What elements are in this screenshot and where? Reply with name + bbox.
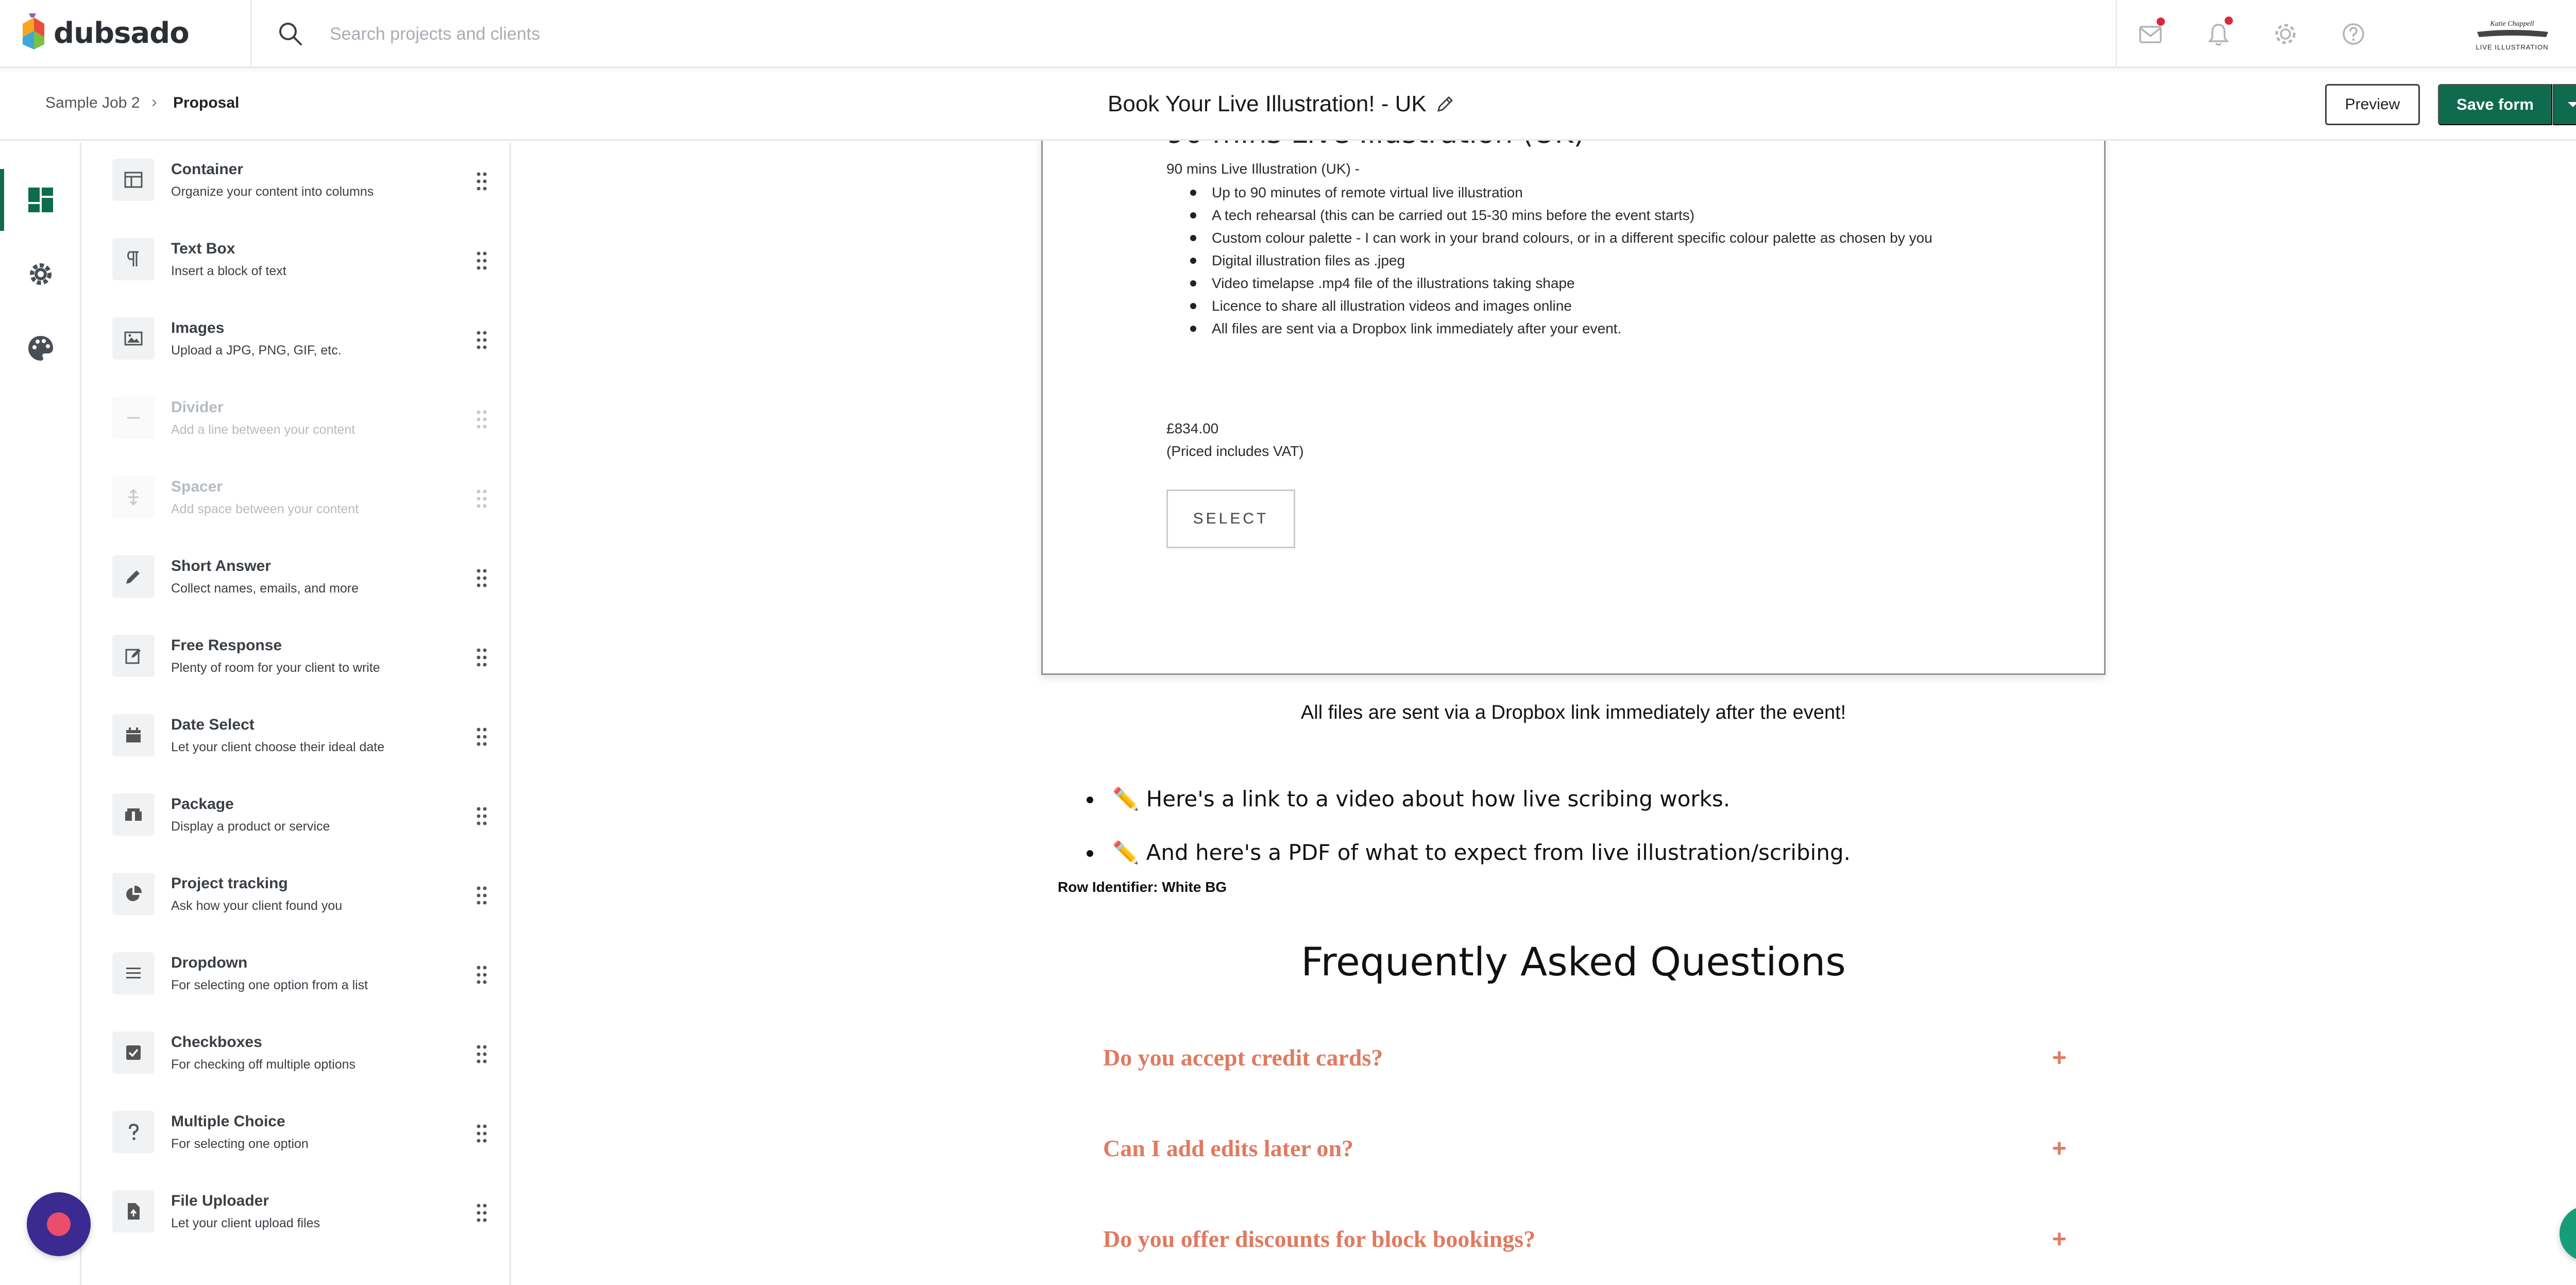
- checkbox-icon: [123, 1042, 144, 1063]
- package-block[interactable]: [1041, 122, 2106, 675]
- account-brand-logo[interactable]: [2466, 14, 2558, 55]
- preview-button[interactable]: Preview: [2325, 84, 2420, 125]
- palette-item-desc: Collect names, emails, and more: [171, 581, 359, 596]
- palette-item-desc: For checking off multiple options: [171, 1057, 356, 1072]
- palette-item-desc: For selecting one option from a list: [171, 978, 368, 992]
- palette-item-text-box[interactable]: [82, 222, 511, 301]
- drag-handle-icon[interactable]: [474, 724, 489, 749]
- package-select-button[interactable]: SELECT: [1166, 489, 1295, 548]
- faq-question: Do you offer discounts for block bookings?: [1103, 1226, 1536, 1252]
- drag-handle-icon: [474, 407, 489, 432]
- record-icon: [47, 1212, 71, 1236]
- package-feature: All files are sent via a Dropbox link immediately after your event.: [1166, 317, 1970, 340]
- palette-icon: [26, 334, 55, 363]
- element-palette: [82, 142, 511, 1285]
- palette-item-name: Container: [171, 161, 244, 178]
- image-icon: [123, 328, 144, 349]
- columns-icon: [123, 170, 144, 190]
- palette-item-name: File Uploader: [171, 1192, 269, 1209]
- settings-icon[interactable]: [2271, 20, 2300, 48]
- package-price: £834.00: [1166, 420, 1219, 436]
- faq-heading: Frequently Asked Questions: [1301, 939, 1846, 985]
- palette-item-date-select[interactable]: [82, 698, 511, 777]
- calendar-icon: [123, 725, 144, 746]
- palette-item-name: Dropdown: [171, 954, 248, 971]
- drag-handle-icon: [474, 486, 489, 511]
- help-icon[interactable]: [2339, 20, 2368, 48]
- palette-item-desc: For selecting one option: [171, 1137, 309, 1151]
- row-identifier: Row Identifier: White BG: [1058, 879, 1227, 895]
- package-feature: Up to 90 minutes of remote virtual live illustration: [1166, 181, 1970, 204]
- pencil-icon: [123, 566, 144, 587]
- palette-item-name: Images: [171, 319, 225, 336]
- nav-divider: [250, 0, 252, 68]
- drag-handle-icon[interactable]: [474, 328, 489, 352]
- mail-notification-dot: [2157, 18, 2165, 26]
- save-options-dropdown[interactable]: [2553, 84, 2576, 125]
- palette-item-name: Package: [171, 796, 234, 813]
- search-input[interactable]: [330, 19, 1463, 49]
- settings-icon: [26, 260, 55, 289]
- palette-item-desc: Let your client choose their ideal date: [171, 740, 385, 754]
- palette-item-name: Free Response: [171, 637, 282, 654]
- resource-links: [1087, 786, 1851, 893]
- form-canvas[interactable]: [513, 142, 2576, 1285]
- bell-notification-dot: [2225, 16, 2233, 25]
- palette-item-desc: Add a line between your content: [171, 422, 355, 437]
- drag-handle-icon[interactable]: [474, 248, 489, 273]
- spacer-icon: [123, 487, 144, 508]
- rail-active-indicator: [0, 169, 4, 231]
- drag-handle-icon[interactable]: [474, 1121, 489, 1146]
- edit-box-icon: [123, 646, 144, 666]
- pie-chart-icon: [123, 884, 144, 904]
- palette-item-images[interactable]: [82, 301, 511, 380]
- package-icon: [123, 804, 144, 825]
- expand-plus-icon[interactable]: +: [2052, 1135, 2066, 1162]
- package-feature: Video timelapse .mp4 file of the illustrations taking shape: [1166, 272, 1970, 295]
- record-button[interactable]: [27, 1192, 91, 1256]
- brand-name: dubsado: [54, 16, 189, 50]
- blocks-icon: [26, 185, 55, 214]
- palette-item-desc: Organize your content into columns: [171, 184, 374, 199]
- palette-item-desc: Add space between your content: [171, 502, 359, 516]
- caret-down-icon: [2567, 101, 2576, 108]
- palette-item-package[interactable]: [82, 777, 511, 856]
- expand-plus-icon[interactable]: +: [2052, 1044, 2066, 1072]
- faq-question: Can I add edits later on?: [1103, 1135, 1354, 1161]
- palette-item-name: Checkboxes: [171, 1034, 262, 1051]
- rail-blocks[interactable]: [0, 169, 81, 231]
- package-feature-list: [1166, 181, 1970, 340]
- package-feature: Digital illustration files as .jpeg: [1166, 249, 1970, 272]
- palette-item-checkboxes[interactable]: [82, 1015, 511, 1094]
- drag-handle-icon[interactable]: [474, 1201, 489, 1225]
- chat-icon: [2573, 1220, 2576, 1247]
- question-icon: [123, 1122, 144, 1142]
- palette-item-desc: Upload a JPG, PNG, GIF, etc.: [171, 343, 342, 358]
- palette-item-divider: [82, 380, 511, 460]
- palette-item-project-tracking[interactable]: [82, 856, 511, 936]
- drag-handle-icon[interactable]: [474, 962, 489, 987]
- drag-handle-icon[interactable]: [474, 169, 489, 194]
- rail-theme[interactable]: [0, 317, 81, 379]
- faq-item[interactable]: [1103, 1135, 2066, 1181]
- palette-item-name: Spacer: [171, 478, 223, 495]
- package-feature: A tech rehearsal (this can be carried out 15-30 mins before the event starts): [1166, 204, 1970, 227]
- dubsado-logo-mark: [19, 12, 46, 54]
- save-form-button[interactable]: Save form: [2438, 84, 2552, 125]
- palette-item-desc: Display a product or service: [171, 819, 330, 834]
- drag-handle-icon[interactable]: [474, 566, 489, 590]
- palette-item-name: Project tracking: [171, 875, 288, 892]
- palette-item-multiple-choice[interactable]: [82, 1094, 511, 1174]
- breadcrumb-separator: ›: [151, 92, 157, 111]
- palette-item-container[interactable]: [82, 142, 511, 222]
- package-intro: 90 mins Live Illustration (UK) -: [1166, 161, 1360, 177]
- builder-rail: [0, 142, 81, 1285]
- svg-text:LIVE ILLUSTRATION: LIVE ILLUSTRATION: [2476, 43, 2549, 51]
- faq-question: Do you accept credit cards?: [1103, 1044, 1383, 1071]
- expand-plus-icon[interactable]: +: [2052, 1226, 2066, 1253]
- nav-divider: [2115, 0, 2117, 68]
- edit-title-icon[interactable]: [1435, 94, 1455, 114]
- svg-text:Katie Chappell: Katie Chappell: [2490, 20, 2534, 28]
- breadcrumb-current: Proposal: [173, 94, 240, 111]
- palette-item-name: Multiple Choice: [171, 1113, 285, 1130]
- palette-item-desc: Insert a block of text: [171, 264, 286, 278]
- palette-item-dropdown[interactable]: [82, 936, 511, 1015]
- palette-item-desc: Ask how your client found you: [171, 899, 343, 913]
- divider-icon: [123, 408, 144, 428]
- palette-item-free-response[interactable]: [82, 618, 511, 698]
- palette-item-spacer: [82, 460, 511, 539]
- palette-item-desc: Let your client upload files: [171, 1216, 320, 1230]
- package-feature: Licence to share all illustration videos and images online: [1166, 295, 1970, 317]
- top-nav: [0, 0, 2576, 68]
- drag-handle-icon[interactable]: [474, 1042, 489, 1067]
- palette-item-name: Text Box: [171, 240, 235, 257]
- faq-item[interactable]: [1103, 1044, 2066, 1090]
- palette-item-name: Divider: [171, 399, 224, 416]
- dropbox-note: All files are sent via a Dropbox link immediately after the event!: [1300, 702, 1846, 723]
- paragraph-icon: [123, 249, 144, 269]
- package-vat-note: (Priced includes VAT): [1166, 443, 1304, 459]
- faq-item[interactable]: [1103, 1225, 2066, 1272]
- drag-handle-icon[interactable]: [474, 645, 489, 670]
- drag-handle-icon[interactable]: [474, 883, 489, 908]
- palette-item-desc: Plenty of room for your client to write: [171, 661, 380, 675]
- file-upload-icon: [123, 1201, 144, 1222]
- list-icon: [123, 963, 144, 984]
- palette-item-file-uploader[interactable]: [82, 1174, 511, 1253]
- palette-item-name: Short Answer: [171, 557, 271, 574]
- palette-item-short-answer[interactable]: [82, 539, 511, 618]
- video-link[interactable]: ✏️ Here's a link to a video about how live scribing works.: [1087, 786, 1851, 812]
- drag-handle-icon[interactable]: [474, 804, 489, 829]
- search-icon[interactable]: [276, 20, 305, 48]
- palette-item-name: Date Select: [171, 716, 255, 733]
- rail-settings[interactable]: [0, 243, 81, 305]
- package-feature: Custom colour palette - I can work in your brand colours, or in a different specific colour palette as chosen by you: [1166, 227, 1970, 249]
- pdf-link[interactable]: ✏️ And here's a PDF of what to expect from live illustration/scribing.: [1087, 840, 1851, 866]
- form-title: Book Your Live Illustration! - UK: [1108, 91, 1427, 116]
- breadcrumb-project[interactable]: Sample Job 2: [45, 94, 140, 111]
- form-header: [0, 70, 2576, 141]
- dubsado-logo[interactable]: [19, 12, 189, 54]
